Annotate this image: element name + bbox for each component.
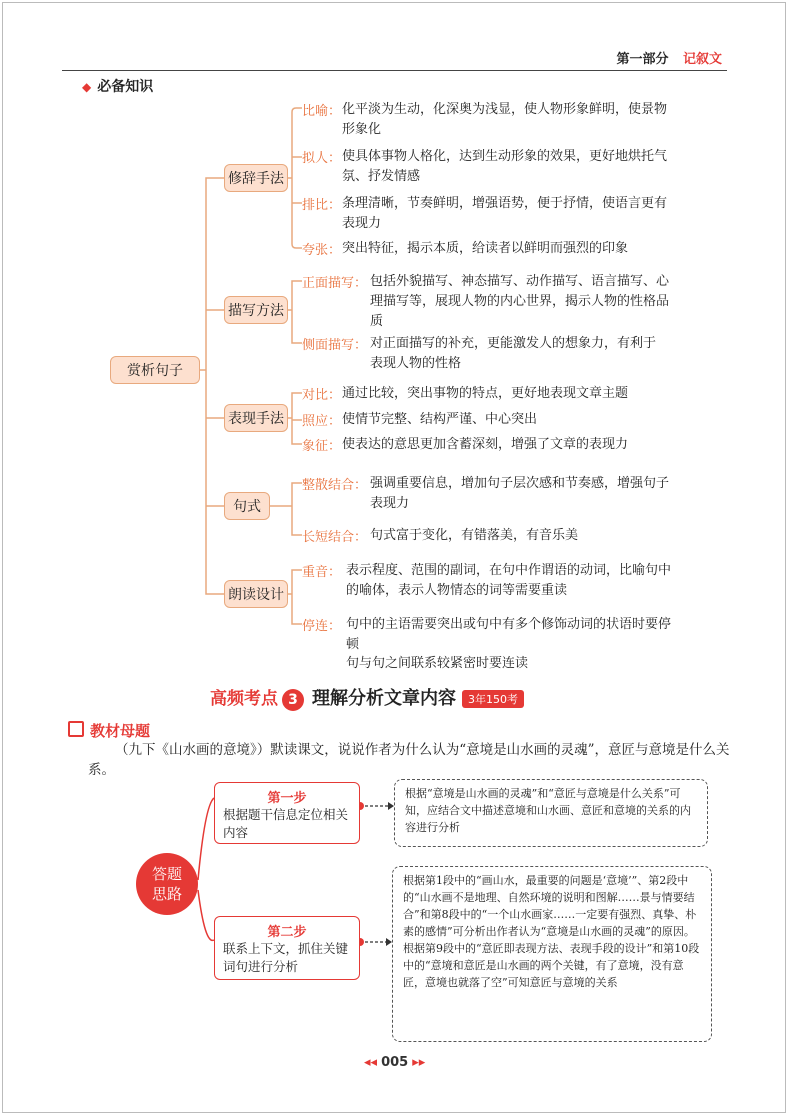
step-two-note: 根据第1段中的“画山水，最重要的问题是‘意境’”、第2段中的“山水画不是地理、自然环境的说明和图解……景与情要结合”和第8段中的“一个山水画家……一定要有强烈、真挚、朴素的感情”可分析出作者认为“意境是山水画的灵魂”的原因。根据第9段中的“意匠即表现方法、表现手段的设计”和第10段中的“意境和意匠是山水画的两个关键，有了意境，没有意匠，意境也就落了空”可知意匠与意境的关系 <box>392 866 712 1042</box>
item-text: 强调重要信息，增加句子层次感和节奏感，增强句子表现力 <box>370 476 670 511</box>
step-body: 联系上下文，抓住关键词句进行分析 <box>223 941 349 974</box>
branch-reading: 朗读设计 <box>224 580 288 608</box>
item-label: 排比： <box>302 198 342 213</box>
item-label: 侧面描写： <box>302 338 368 353</box>
step-one-note: 根据“意境是山水画的灵魂”和“意匠与意境是什么关系”可知，应结合文中描述意境和山水画、意匠和意境的关系的内容进行分析 <box>394 779 708 847</box>
banner-topic: 理解分析文章内容 <box>312 688 456 709</box>
item-label: 停连： <box>302 619 342 634</box>
item-text: 条理清晰，节奏鲜明，增强语势，便于抒情，使语言更有表现力 <box>342 196 668 231</box>
item-text: 句式富于变化，有错落美，有音乐美 <box>370 528 579 543</box>
header-part: 第一部分 <box>616 52 669 67</box>
step-one-box <box>214 782 360 844</box>
next-arrows-icon: ▸▸ <box>412 1055 426 1070</box>
step-two-box <box>214 916 360 980</box>
item-label: 照应： <box>302 414 342 429</box>
diamond-icon: ◆ <box>82 80 92 94</box>
branch-sentence: 句式 <box>224 492 270 520</box>
banner-prefix: 高频考点 <box>210 689 278 709</box>
item-text-extra: 句与句之间联系较紧密时要连读 <box>346 656 529 671</box>
branch-expression: 表现手法 <box>224 404 288 432</box>
flame-number-icon: 3 <box>282 689 304 711</box>
item-label: 长短结合： <box>302 530 368 545</box>
item-label: 夸张： <box>302 243 342 258</box>
step-body: 根据题干信息定位相关内容 <box>223 807 349 840</box>
step-title: 第一步 <box>267 791 307 806</box>
item-text: 通过比较，突出事物的特点，更好地表现文章主题 <box>342 386 629 401</box>
section-title: ◆ 必备知识 <box>82 79 154 95</box>
item-text: 包括外貌描写、神态描写、动作描写、语言描写、心理描写等，展现人物的内心世界，揭示人物的性格品质 <box>370 274 670 329</box>
item-text: 使情节完整、结构严谨、中心突出 <box>342 412 538 427</box>
branch-description: 描写方法 <box>224 296 288 324</box>
item-label: 正面描写： <box>302 276 368 291</box>
item-text: 化平淡为生动，化深奥为浅显，使人物形象鲜明，使景物形象化 <box>342 102 668 137</box>
textbook-question: （九下《山水画的意境》）默读课文，说说作者为什么认为“意境是山水画的灵魂”，意匠与意境是什么关系。 <box>88 742 730 778</box>
item-text: 使具体事物人格化，达到生动形象的效果，更好地烘托气氛、抒发情感 <box>342 149 668 184</box>
header-category: 记叙文 <box>682 52 722 67</box>
item-label: 对比： <box>302 388 342 403</box>
banner-tag: 3年150考 <box>462 690 524 708</box>
book-icon <box>68 721 84 737</box>
item-label: 象征： <box>302 439 342 454</box>
branch-rhetoric: 修辞手法 <box>224 164 288 192</box>
item-text: 突出特征，揭示本质，给读者以鲜明而强烈的印象 <box>342 241 629 256</box>
item-text: 表示程度、范围的副词，在句中作谓语的动词，比喻句中的喻体，表示人物情态的词等需要重读 <box>346 563 672 598</box>
item-label: 重音： <box>302 565 342 580</box>
textbook-title: 教材母题 <box>68 720 150 741</box>
prev-arrows-icon: ◂◂ <box>364 1055 378 1070</box>
item-label: 拟人： <box>302 151 342 166</box>
item-text: 对正面描写的补充，更能激发人的想象力，有利于表现人物的性格 <box>370 336 657 371</box>
item-label: 比喻： <box>302 104 342 119</box>
item-text: 句中的主语需要突出或句中有多个修饰动词的状语时要停顿 <box>346 617 672 652</box>
root-node: 赏析句子 <box>110 356 200 384</box>
page-number: ◂◂ 005 ▸▸ <box>364 1055 426 1070</box>
answer-circle: 答题 思路 <box>136 853 198 915</box>
step-title: 第二步 <box>267 925 307 940</box>
item-text: 使表达的意思更加含蓄深刻，增强了文章的表现力 <box>342 437 629 452</box>
topic-banner <box>210 684 524 711</box>
item-label: 整散结合： <box>302 478 368 493</box>
